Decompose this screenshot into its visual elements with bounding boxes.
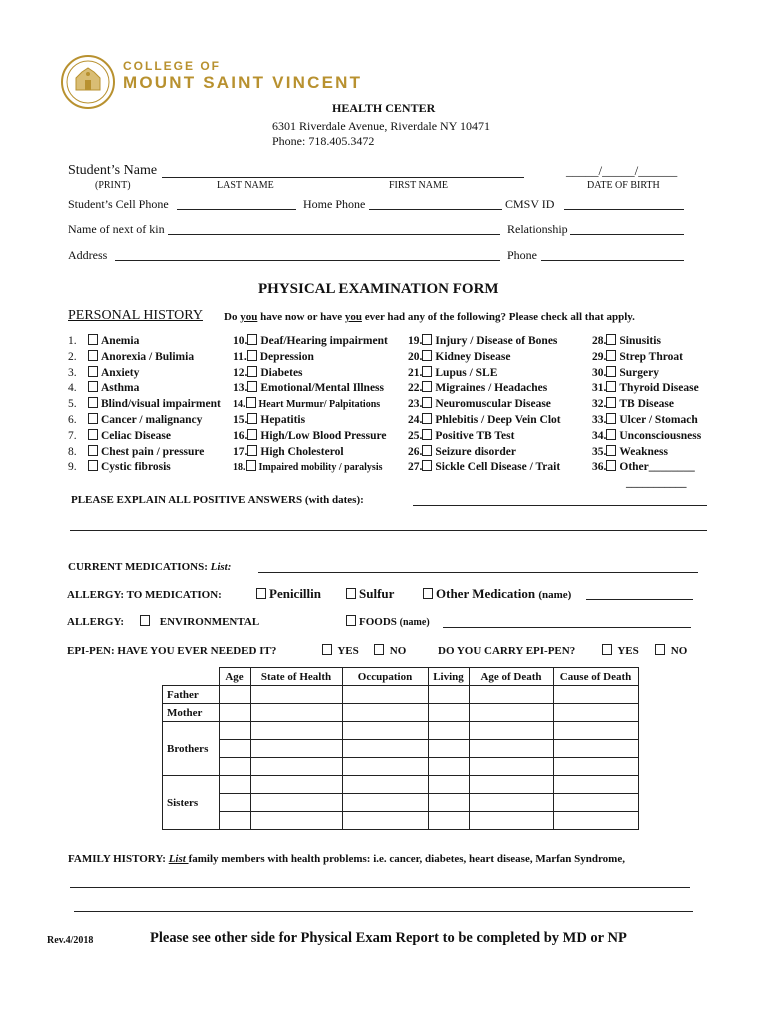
history-item-checkbox[interactable] (88, 334, 98, 345)
family-history-text: family members with health problems: i.e. cancer, diabetes, heart disease, Marfan Syndrome, (188, 853, 625, 865)
address-label: Address (68, 248, 108, 262)
history-item-number: 29. (592, 350, 607, 363)
history-item[interactable] (408, 334, 557, 347)
table-cell[interactable] (250, 812, 342, 830)
family-history-field-2[interactable] (74, 911, 693, 912)
history-item[interactable] (233, 397, 380, 410)
history-item-label: Weakness (619, 445, 668, 458)
history-item[interactable] (408, 445, 516, 458)
table-cell[interactable] (342, 776, 428, 794)
table-cell[interactable] (553, 722, 638, 740)
other-medication-field[interactable] (586, 599, 693, 600)
history-item-checkbox[interactable] (247, 445, 257, 456)
history-item-checkbox[interactable] (422, 460, 432, 471)
history-item[interactable] (233, 413, 305, 426)
history-item[interactable] (408, 413, 561, 426)
history-item-number: 17. (233, 445, 248, 458)
table-cell[interactable] (342, 722, 428, 740)
history-item[interactable] (592, 381, 699, 394)
history-item-checkbox[interactable] (422, 413, 432, 424)
instruction-mid: have now or have (257, 311, 345, 323)
next-of-kin-field[interactable] (168, 234, 500, 235)
history-item-checkbox[interactable] (422, 397, 432, 408)
foods-field[interactable] (443, 627, 691, 628)
history-item-checkbox[interactable] (88, 397, 98, 408)
table-cell[interactable] (342, 794, 428, 812)
row-label-mother: Mother (163, 704, 220, 722)
family-row-sisters-2 (163, 794, 639, 812)
history-item-number: 26. (408, 445, 423, 458)
table-cell[interactable] (219, 794, 250, 812)
epipen-carry-yes[interactable] (602, 644, 639, 657)
history-item-number: 18. (233, 462, 246, 474)
history-item[interactable] (233, 445, 344, 458)
history-item-checkbox[interactable] (247, 366, 257, 377)
row-label-father: Father (163, 686, 220, 704)
history-item[interactable] (233, 366, 303, 379)
history-item[interactable] (592, 334, 661, 347)
history-item-number: 31. (592, 382, 607, 395)
history-item-label: Unconsciousness (619, 429, 702, 442)
table-cell[interactable] (428, 758, 469, 776)
history-item-checkbox[interactable] (88, 350, 98, 361)
family-table-header-row (163, 668, 639, 686)
medications-field[interactable] (258, 572, 698, 573)
history-item-checkbox[interactable] (606, 413, 616, 424)
table-cell[interactable] (250, 740, 342, 758)
history-item[interactable] (408, 366, 497, 379)
history-item-checkbox[interactable] (247, 429, 257, 440)
history-item-checkbox[interactable] (422, 366, 432, 377)
header-living: Living (428, 668, 469, 686)
dob-label: DATE OF BIRTH (587, 180, 660, 191)
header-cause-of-death: Cause of Death (553, 668, 638, 686)
history-item-number: 20. (408, 350, 423, 363)
history-item-checkbox[interactable] (246, 397, 256, 408)
table-cell[interactable] (342, 740, 428, 758)
explain-label: PLEASE EXPLAIN ALL POSITIVE ANSWERS (with dates): (71, 494, 364, 506)
family-row-father (163, 686, 639, 704)
header-age: Age (219, 668, 250, 686)
history-item[interactable] (592, 366, 659, 379)
history-item-number: 11. (233, 350, 247, 363)
history-item-label: Cancer / malignancy (101, 414, 203, 426)
other-medication-option[interactable] (423, 586, 571, 602)
history-item-label: Emotional/Mental Illness (260, 382, 385, 395)
history-item-checkbox[interactable] (88, 460, 98, 471)
history-item-checkbox[interactable] (88, 381, 98, 392)
history-item-checkbox[interactable] (246, 460, 256, 471)
header-phone: Phone: 718.405.3472 (272, 134, 375, 148)
history-item-number: 10. (233, 335, 248, 347)
history-item-checkbox[interactable] (606, 397, 616, 408)
history-item-number: 4. (68, 382, 77, 395)
history-item[interactable] (408, 429, 514, 442)
history-item-label: High/Low Blood Pressure (260, 429, 387, 442)
history-item[interactable] (68, 445, 204, 458)
phone-field[interactable] (541, 260, 684, 261)
history-item-label: Chest pain / pressure (101, 445, 205, 458)
history-item-label: TB Disease (619, 398, 674, 411)
header-address: 6301 Riverdale Avenue, Riverdale NY 10471 (272, 119, 490, 133)
foods-label: FOODS (359, 616, 397, 628)
history-item[interactable] (233, 350, 314, 363)
history-item-number: 22. (408, 382, 423, 395)
allergy-medication-label: ALLERGY: TO MEDICATION: (67, 589, 222, 601)
table-cell[interactable] (342, 686, 428, 704)
history-item-label: Blind/visual impairment (101, 398, 221, 411)
penicillin-option[interactable] (256, 586, 321, 602)
history-item[interactable] (68, 413, 202, 426)
history-item-checkbox[interactable] (422, 381, 432, 392)
row-label-sisters: Sisters (163, 776, 220, 830)
history-item[interactable] (68, 429, 171, 442)
penicillin-label: Penicillin (269, 586, 321, 601)
history-item-number: 5. (68, 398, 77, 411)
family-row-sisters-3 (163, 812, 639, 830)
history-item[interactable] (592, 445, 668, 458)
penicillin-checkbox[interactable] (256, 588, 266, 599)
print-label: (PRINT) (95, 180, 131, 191)
home-phone-label: Home Phone (303, 197, 366, 211)
epipen-needed-yes-label: YES (337, 645, 359, 657)
history-item-label: Injury / Disease of Bones (435, 335, 558, 347)
history-item-number: 21. (408, 366, 423, 379)
history-item-label: Heart Murmur/ Palpitations (258, 399, 381, 411)
history-item-number: 13. (233, 382, 248, 395)
header-state-of-health: State of Health (250, 668, 342, 686)
epipen-needed-yes[interactable] (322, 644, 359, 657)
table-cell[interactable] (469, 776, 553, 794)
cell-phone-label: Student’s Cell Phone (68, 197, 169, 211)
history-item-checkbox[interactable] (606, 366, 616, 377)
history-item-label: Anemia (101, 335, 140, 347)
history-item[interactable] (68, 381, 139, 394)
history-item[interactable] (233, 429, 386, 442)
history-item-number: 2. (68, 350, 77, 363)
table-cell[interactable] (342, 704, 428, 722)
history-item-number: 12. (233, 366, 248, 379)
history-item-number: 16. (233, 429, 248, 442)
table-cell[interactable] (219, 812, 250, 830)
history-item-checkbox[interactable] (422, 429, 432, 440)
family-history-table (162, 667, 639, 830)
history-item-checkbox[interactable] (247, 350, 257, 361)
history-item-label: Depression (259, 350, 314, 363)
history-item-label: Lupus / SLE (435, 366, 498, 379)
other-extra-line[interactable]: ___________ (626, 477, 687, 489)
instruction-you-2: you (344, 311, 362, 323)
table-cell[interactable] (250, 704, 342, 722)
history-item-number: 23. (408, 398, 423, 411)
table-cell[interactable] (553, 776, 638, 794)
table-cell[interactable] (342, 812, 428, 830)
relationship-label: Relationship (507, 222, 568, 236)
epipen-needed-yes-checkbox[interactable] (322, 644, 332, 655)
history-item-label: Diabetes (260, 366, 303, 379)
history-item-label: Anxiety (101, 366, 140, 379)
history-item-number: 14. (233, 399, 246, 411)
row-label-brothers: Brothers (163, 722, 220, 776)
instruction-post: ever had any of the following? Please check all that apply. (361, 311, 635, 323)
history-item-label: Sickle Cell Disease / Trait (435, 461, 561, 474)
table-cell[interactable] (428, 686, 469, 704)
history-item[interactable] (233, 460, 383, 473)
history-item-label: High Cholesterol (260, 445, 344, 458)
history-item-label: Strep Throat (619, 350, 683, 363)
history-item-checkbox[interactable] (422, 350, 432, 361)
history-item-number: 24. (408, 414, 423, 426)
epipen-carry-no-checkbox[interactable] (655, 644, 665, 655)
table-cell[interactable] (469, 794, 553, 812)
table-cell[interactable] (469, 686, 553, 704)
history-item[interactable] (68, 397, 221, 410)
table-cell[interactable] (428, 722, 469, 740)
phone-label: Phone (507, 248, 537, 262)
history-item[interactable] (592, 429, 701, 442)
family-table-corner (163, 668, 220, 686)
table-cell[interactable] (219, 740, 250, 758)
history-item-label: Cystic fibrosis (101, 461, 171, 474)
history-item-number: 9. (68, 461, 77, 474)
medications-label-text: CURRENT MEDICATIONS: (68, 561, 208, 573)
history-item[interactable] (592, 460, 695, 473)
history-item-checkbox[interactable] (88, 413, 98, 424)
history-item[interactable] (68, 334, 139, 347)
cmsv-id-field[interactable] (564, 209, 684, 210)
table-cell[interactable] (250, 776, 342, 794)
table-cell[interactable] (428, 794, 469, 812)
table-cell[interactable] (553, 812, 638, 830)
foods-option[interactable] (346, 615, 430, 628)
table-cell[interactable] (219, 722, 250, 740)
history-item-label: Ulcer / Stomach (619, 414, 698, 426)
sulfur-label: Sulfur (359, 586, 395, 601)
logo-line1: COLLEGE OF (123, 59, 221, 73)
logo-line2: MOUNT SAINT VINCENT (123, 73, 363, 92)
epipen-needed-no-checkbox[interactable] (374, 644, 384, 655)
history-item-number: 1. (68, 335, 77, 347)
table-cell[interactable] (342, 758, 428, 776)
allergy-env-label: ALLERGY: (67, 616, 125, 628)
header-occupation: Occupation (342, 668, 428, 686)
table-cell[interactable] (428, 704, 469, 722)
other-medication-checkbox[interactable] (423, 588, 433, 599)
history-item-checkbox[interactable] (88, 366, 98, 377)
history-item-number: 6. (68, 414, 77, 426)
history-item-number: 28. (592, 335, 607, 347)
history-item-label: Sinusitis (619, 335, 661, 347)
epipen-carry-no[interactable] (655, 644, 687, 657)
family-row-brothers-3 (163, 758, 639, 776)
other-medication-name-label: (name) (538, 589, 572, 601)
footer-note: Please see other side for Physical Exam Report to be completed by MD or NP (150, 930, 627, 946)
history-item-label: Seizure disorder (435, 445, 516, 458)
family-row-brothers-1 (163, 722, 639, 740)
family-row-brothers-2 (163, 740, 639, 758)
table-cell[interactable] (469, 704, 553, 722)
table-cell[interactable] (553, 758, 638, 776)
history-item-number: 36. (592, 461, 607, 474)
epipen-needed-no[interactable] (374, 644, 406, 657)
relationship-field[interactable] (570, 234, 684, 235)
table-cell[interactable] (553, 704, 638, 722)
history-item-number: 7. (68, 429, 77, 442)
history-item[interactable] (233, 334, 388, 347)
history-item-label: Neuromuscular Disease (435, 398, 551, 411)
table-cell[interactable] (553, 740, 638, 758)
history-item[interactable] (408, 381, 547, 394)
table-cell[interactable] (428, 812, 469, 830)
history-item[interactable] (408, 397, 551, 410)
environmental-label: ENVIRONMENTAL (159, 616, 260, 628)
table-cell[interactable] (428, 740, 469, 758)
history-item-number: 3. (68, 366, 77, 379)
history-item-number: 34. (592, 429, 607, 442)
history-item-label: Phlebitis / Deep Vein Clot (435, 414, 561, 426)
history-item-label: Migraines / Headaches (435, 382, 548, 395)
history-item-label: Anorexia / Bulimia (101, 350, 195, 363)
student-name-label: Student’s Name (68, 163, 158, 178)
history-item-checkbox[interactable] (247, 334, 257, 345)
history-item-number: 15. (233, 414, 248, 426)
epipen-question-2: DO YOU CARRY EPI-PEN? (438, 645, 576, 657)
history-item[interactable] (68, 350, 194, 363)
college-seal-icon (60, 54, 116, 110)
table-cell[interactable] (469, 758, 553, 776)
table-cell[interactable] (553, 794, 638, 812)
table-cell[interactable] (219, 758, 250, 776)
table-cell[interactable] (250, 758, 342, 776)
history-item-number: 19. (408, 335, 423, 347)
table-cell[interactable] (219, 704, 250, 722)
family-history-list-word: List (168, 853, 189, 865)
history-item-number: 35. (592, 445, 607, 458)
personal-history-heading: PERSONAL HISTORY (68, 308, 203, 323)
instruction-pre: Do (224, 311, 241, 323)
history-item-number: 25. (408, 429, 423, 442)
instruction-you-1: you (240, 311, 258, 323)
form-title: PHYSICAL EXAMINATION FORM (258, 281, 499, 297)
history-item-number: 30. (592, 366, 607, 379)
home-phone-field[interactable] (369, 209, 502, 210)
table-cell[interactable] (469, 740, 553, 758)
epipen-carry-yes-label: YES (617, 645, 639, 657)
history-item-label: Thyroid Disease (619, 382, 699, 395)
family-row-mother (163, 704, 639, 722)
history-item[interactable] (68, 366, 139, 379)
epipen-question-1: EPI-PEN: HAVE YOU EVER NEEDED IT? (67, 645, 277, 657)
explain-field-2[interactable] (70, 530, 707, 531)
history-item-checkbox[interactable] (247, 413, 257, 424)
history-item-checkbox[interactable] (247, 381, 257, 392)
history-item-label: Deaf/Hearing impairment (260, 335, 388, 347)
history-item-checkbox[interactable] (606, 429, 616, 440)
epipen-needed-no-label: NO (389, 645, 407, 657)
history-item-number: 8. (68, 445, 77, 458)
sulfur-checkbox[interactable] (346, 588, 356, 599)
history-item-checkbox[interactable] (606, 460, 616, 471)
foods-checkbox[interactable] (346, 615, 356, 626)
history-item-label: Positive TB Test (435, 429, 515, 442)
table-cell[interactable] (219, 686, 250, 704)
last-name-label: LAST NAME (217, 180, 274, 191)
table-cell[interactable] (250, 686, 342, 704)
history-item[interactable] (68, 460, 171, 473)
history-item-checkbox[interactable] (422, 334, 432, 345)
history-item-label: Celiac Disease (101, 429, 171, 442)
history-item[interactable] (592, 413, 698, 426)
epipen-carry-yes-checkbox[interactable] (602, 644, 612, 655)
history-item-number: 33. (592, 414, 607, 426)
history-item-checkbox[interactable] (422, 445, 432, 456)
history-item-number: 32. (592, 398, 607, 411)
cell-phone-field[interactable] (177, 209, 296, 210)
table-cell[interactable] (250, 794, 342, 812)
history-item-checkbox[interactable] (606, 445, 616, 456)
first-name-label: FIRST NAME (389, 180, 448, 191)
header-age-of-death: Age of Death (469, 668, 553, 686)
personal-history-instruction (224, 311, 635, 323)
explain-field-1[interactable] (413, 505, 707, 506)
table-cell[interactable] (553, 686, 638, 704)
table-cell[interactable] (219, 776, 250, 794)
history-item-number: 27. (408, 461, 423, 474)
dob-field[interactable]: _____/_____/______ (566, 163, 678, 178)
history-item-checkbox[interactable] (88, 445, 98, 456)
history-item-label: Surgery (619, 366, 659, 379)
table-cell[interactable] (250, 722, 342, 740)
environmental-checkbox[interactable] (140, 615, 150, 626)
family-history-line (68, 853, 625, 865)
foods-name-label: (name) (399, 617, 430, 628)
history-item-label: Impaired mobility / paralysis (258, 462, 383, 474)
history-item[interactable] (408, 350, 510, 363)
cmsv-id-label: CMSV ID (505, 197, 555, 211)
history-item[interactable] (592, 397, 674, 410)
history-item-label: Asthma (101, 382, 140, 395)
medications-list-label: List: (210, 561, 232, 573)
history-item-checkbox[interactable] (606, 334, 616, 345)
history-item-checkbox[interactable] (88, 429, 98, 440)
history-item[interactable] (233, 381, 384, 394)
history-item-checkbox[interactable] (606, 381, 616, 392)
history-item[interactable] (592, 350, 683, 363)
family-row-sisters-1 (163, 776, 639, 794)
sulfur-option[interactable] (346, 586, 394, 602)
history-item-checkbox[interactable] (606, 350, 616, 361)
history-item-label: Hepatitis (260, 414, 306, 426)
table-cell[interactable] (428, 776, 469, 794)
family-history-field-1[interactable] (70, 887, 690, 888)
student-name-field[interactable] (162, 177, 524, 178)
address-field[interactable] (115, 260, 500, 261)
medications-label (68, 561, 231, 573)
family-history-label: FAMILY HISTORY: (68, 853, 166, 865)
history-item-label: Kidney Disease (435, 350, 511, 363)
history-item-label: Other________ (619, 461, 695, 474)
next-of-kin-label: Name of next of kin (68, 222, 165, 236)
table-cell[interactable] (469, 722, 553, 740)
other-medication-label: Other Medication (436, 586, 536, 601)
environmental-option[interactable] (140, 615, 259, 628)
epipen-carry-no-label: NO (670, 645, 688, 657)
history-item[interactable] (408, 460, 560, 473)
revision-label: Rev.4/2018 (47, 935, 94, 946)
table-cell[interactable] (469, 812, 553, 830)
health-center-title: HEALTH CENTER (332, 101, 436, 115)
